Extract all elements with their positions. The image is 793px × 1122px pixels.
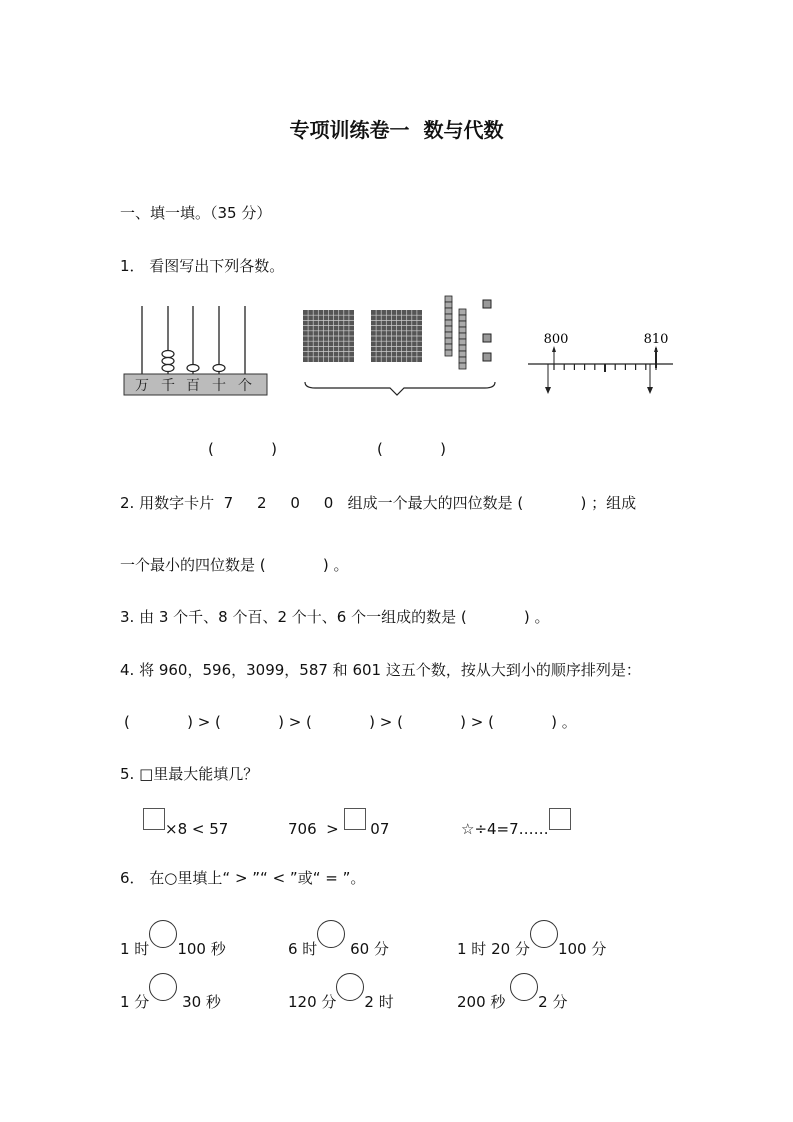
ten-rod-unit: [445, 338, 452, 344]
answer-box[interactable]: [344, 808, 366, 830]
section-heading: 一、填一填。（35 分）: [120, 204, 272, 222]
ten-rod-unit: [459, 333, 466, 339]
q5-item-b: [288, 808, 389, 838]
answer-circle[interactable]: [530, 920, 558, 948]
compare-item: [120, 920, 226, 959]
number-line-figure: [528, 328, 674, 398]
ten-rod-unit: [459, 315, 466, 321]
abacus-label: 万: [135, 378, 149, 394]
q4-line1: 4. 将 960，596，3099，587 和 601 这五个数，按从大到小的顺序排列是：: [120, 661, 641, 679]
answer-box[interactable]: [143, 808, 165, 830]
abacus-label: 百: [186, 378, 200, 394]
base-ten-blocks-figure: [300, 292, 500, 398]
ten-rod-unit: [445, 350, 452, 356]
expr: ☆÷4=7……: [461, 820, 549, 838]
unit-cube: [483, 300, 491, 308]
ten-rod-unit: [445, 332, 452, 338]
left-value: 120 分: [288, 993, 337, 1011]
brace: [305, 382, 495, 395]
answer-circle[interactable]: [149, 973, 177, 1001]
ten-rod-unit: [459, 321, 466, 327]
right-value: 100 分: [557, 940, 607, 958]
q5-item-a: [143, 808, 228, 838]
numberline-label-800: 800: [543, 332, 569, 347]
q1-text: 1． 看图写出下列各数。: [120, 257, 285, 275]
ten-rod-unit: [459, 327, 466, 333]
left-value: 1 时: [120, 940, 150, 958]
compare-item: [457, 920, 606, 959]
ten-rod-unit: [459, 357, 466, 363]
q5-text: 5. □里最大能填几？: [120, 765, 259, 783]
ten-rod-unit: [445, 344, 452, 350]
q6-text: 6． 在○里填上“ > ”“ < ”或“ = ”。: [120, 869, 366, 887]
right-value: 30 秒: [177, 993, 221, 1011]
q2-line2: 一个最小的四位数是 ( ) 。: [120, 556, 349, 574]
answer-circle[interactable]: [317, 920, 345, 948]
ten-rod-unit: [459, 351, 466, 357]
abacus-label: 十: [212, 378, 226, 394]
expr: ×8 < 57: [165, 820, 229, 838]
answer-blank-1[interactable]: ( ): [208, 440, 277, 458]
abacus-label: 千: [161, 378, 175, 394]
right-value: 60 分: [345, 940, 389, 958]
right-value: 2 时: [364, 993, 394, 1011]
q4-line2: ( ) > ( ) > ( ) > ( ) > ( ) 。: [124, 713, 577, 731]
compare-item: [120, 973, 221, 1012]
right-value: 100 秒: [177, 940, 226, 958]
ten-rod-unit: [459, 345, 466, 351]
ten-rod-unit: [459, 363, 466, 369]
left-value: 6 时: [288, 940, 318, 958]
compare-item: [288, 973, 394, 1012]
answer-circle[interactable]: [336, 973, 364, 1001]
answer-blank-2[interactable]: ( ): [377, 440, 446, 458]
ten-rod-unit: [445, 326, 452, 332]
left-value: 1 时 20 分: [457, 940, 530, 958]
compare-item: [288, 920, 389, 959]
ten-rod-unit: [445, 308, 452, 314]
expr: 07: [365, 820, 390, 838]
unit-cube: [483, 334, 491, 342]
compare-item: [457, 973, 567, 1012]
page-title: 专项训练卷一 数与代数: [289, 118, 504, 142]
abacus-label: 个: [238, 378, 252, 394]
q3-text: 3. 由 3 个千、8 个百、2 个十、6 个一组成的数是 ( ) 。: [120, 608, 550, 626]
ten-rod-unit: [459, 339, 466, 345]
ten-rod-unit: [445, 314, 452, 320]
ten-rod-unit: [445, 296, 452, 302]
answer-circle[interactable]: [149, 920, 177, 948]
left-value: 1 分: [120, 993, 150, 1011]
unit-cube: [483, 353, 491, 361]
ten-rod-unit: [445, 320, 452, 326]
numberline-label-810: 810: [643, 332, 669, 347]
answer-circle[interactable]: [510, 973, 538, 1001]
q5-item-c: [461, 808, 571, 838]
ten-rod-unit: [459, 309, 466, 315]
right-value: 2 分: [538, 993, 568, 1011]
ten-rod-unit: [445, 302, 452, 308]
left-value: 200 秒: [457, 993, 511, 1011]
expr: 706 >: [288, 820, 344, 838]
q2-line1: 2. 用数字卡片 7 2 0 0 组成一个最大的四位数是 ( ) ；组成: [120, 494, 637, 512]
answer-box[interactable]: [549, 808, 571, 830]
abacus-figure: [120, 300, 275, 400]
